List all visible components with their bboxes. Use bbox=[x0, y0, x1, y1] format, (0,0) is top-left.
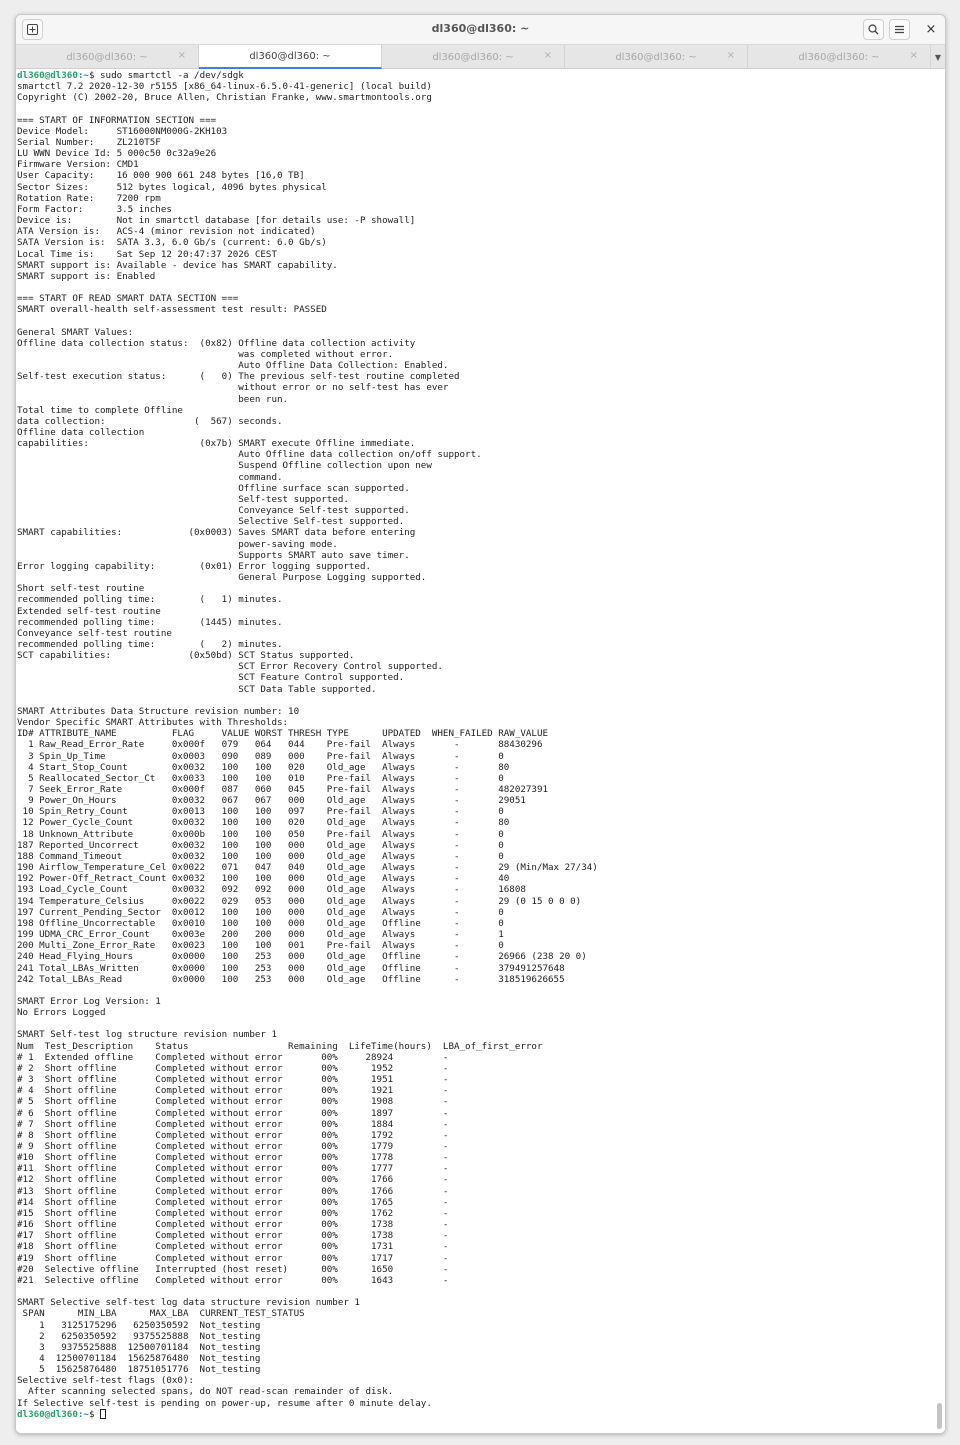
command-output: smartctl 7.2 2020-12-30 r5155 [x86_64-linux-6.5.0-41-generic] (local build) Copyright (C) 2002-20, Bruce Allen, Christian Franke, www.smartmontools.org === START OF INFORMATION SECTION === Device Model: ST16000NM000G-2KH103 Serial Number: ZL210T5F LU WWN Device Id: 5 000c50 0c32a9e26 Firmware Version: CMD1 User Capacity: 16 000 900 661 248 bytes [16,0 TB] Sector Sizes: 512 bytes logical, 4096 bytes physical Rotation Rate: 7200 rpm Form Factor: 3.5 inches Device is: Not in smartctl database [for details use: -P showall] ATA Version is: ACS-4 (minor revision not indicated) SATA Version is: SATA 3.3, 6.0 Gb/s (current: 6.0 Gb/s) Local Time is: Sat Sep 12 20:47:37 2026 CEST SMART support is: Available - device has SMART capability. SMART support is: Enabled === START OF READ SMART DATA SECTION === SMART overall-health self-assessment test result: PASSED General SMART Values: Offline data collection status: (0x82) Offline data collection activity was completed without error. Auto Offline Data Collection: Enabled. Self-test execution status: ( 0) The previous self-test routine completed without error or no self-test has ever been run. Total time to complete Offline data collection: ( 567) seconds. Offline data collection capabilities: (0x7b) SMART execute Offline immediate. Auto Offline data collection on/off support. Suspend Offline collection upon new command. Offline surface scan supported. Self-test supported. Conveyance Self-test supported. Selective Self-test supported. SMART capabilities: (0x0003) Saves SMART data before entering power-saving mode. Supports SMART auto save timer. Error logging capability: (0x01) Error logging supported. General Purpose Logging supported. Short self-test routine recommended polling time: ( 1) minutes. Extended self-test routine recommended polling time: (1445) minutes. Conveyance self-test routine recommended polling time: ( 2) minutes. SCT capabilities: (0x50bd) SCT Status supported. SCT Error Recovery Control supported. SCT Feature Control supported. SCT Data Table supported. SMART Attributes Data Structure revision number: 10 Vendor Specific SMART Attributes with Thresholds: ID# ATTRIBUTE_NAME FLAG VALUE WORST THRESH TYPE UPDATED WHEN_FAILED RAW_VALUE 1 Raw_Read_Error_Rate 0x000f 079 064 044 Pre-fail Always - 88430296 3 Spin_Up_Time 0x0003 090 089 000 Pre-fail Always - 0 4 Start_Stop_Count 0x0032 100 100 020 Old_age Always - 80 5 Reallocated_Sector_Ct 0x0033 100 100 010 Pre-fail Always - 0 7 Seek_Error_Rate 0x000f 087 060 045 Pre-fail Always - 482027391 9 Power_On_Hours 0x0032 067 067 000 Old_age Always - 29051 10 Spin_Retry_Count 0x0013 100 100 097 Pre-fail Always - 0 12 Power_Cycle_Count 0x0032 100 100 020 Old_age Always - 80 18 Unknown_Attribute 0x000b 100 100 050 Pre-fail Always - 0 187 Reported_Uncorrect 0x0032 100 100 000 Old_age Always - 0 188 Command_Timeout 0x0032 100 100 000 Old_age Always - 0 190 Airflow_Temperature_Cel 0x0022 071 047 040 Old_age Always - 29 (Min/Max 27/34) 192 Power-Off_Retract_Count 0x0032 100 100 000 Old_age Always - 40 193 Load_Cycle_Count 0x0032 092 092 000 Old_age Always - 16808 194 Temperature_Celsius 0x0022 029 053 000 Old_age Always - 29 (0 15 0 0 0) 197 Current_Pending_Sector 0x0012 100 100 000 Old_age Always - 0 198 Offline_Uncorrectable 0x0010 100 100 000 Old_age Offline - 0 199 UDMA_CRC_Error_Count 0x003e 200 200 000 Old_age Always - 1 200 Multi_Zone_Error_Rate 0x0023 100 100 001 Pre-fail Always - 0 240 Head_Flying_Hours 0x0000 100 253 000 Old_age Offline - 26966 (238 20 0) 241 Total_LBAs_Written 0x0000 100 253 000 Old_age Offline - 379491257648 242 Total_LBAs_Read 0x0000 100 253 000 Old_age Offline - 318519626655 SMART Error Log Version: 1 No Errors Logged SMART Self-test log structure revision number 1 Num Test_Description Status Remaining LifeTime(hours) LBA_of_first_error # 1 Extended offline Completed without error 00% 28924 - # 2 Short offline Completed without error 00% 1952 - # 3 Short offline Completed without error 00% 1951 - # 4 Short offline Completed without error 00% 1921 - # 5 Short offline Completed without error 00% 1908 - # 6 Short offline Completed without error 00% 1897 - # 7 Short offline Completed without error 00% 1884 - # 8 Short offline Completed without error 00% 1792 - # 9 Short offline Completed without error 00% 1779 - #10 Short offline Completed without error 00% 1778 - #11 Short offline Completed without error 00% 1777 - #12 Short offline Completed without error 00% 1766 - #13 Short offline Completed without error 00% 1766 - #14 Short offline Completed without error 00% 1765 - #15 Short offline Completed without error 00% 1762 - #16 Short offline Completed without error 00% 1738 - #17 Short offline Completed without error 00% 1738 - #18 Short offline Completed without error 00% 1731 - #19 Short offline Completed without error 00% 1717 - #20 Selective offline Interrupted (host reset) 00% 1650 - #21 Selective offline Completed without error 00% 1643 - SMART Selective self-test log data structure revision number 1 SPAN MIN_LBA MAX_LBA CURRENT_TEST_STATUS 1 3125175296 6250350592 Not_testing 2 6250350592 9375525888 Not_testing 3 9375525888 12500701184 Not_testing 4 12500701184 15625876480 Not_testing 5 15625876480 18751051776 Not_testing Selective self-test flags (0x0): After scanning selected spans, do NOT read-scan remainder of disk. If Selective self-test is pending on power-up, resume after 0 minute delay. bbox=[17, 81, 598, 1409]
close-window-button[interactable] bbox=[923, 21, 939, 37]
command-text: sudo smartctl -a /dev/sdgk bbox=[100, 70, 244, 81]
tab-label: dl360@dl360: ~ bbox=[249, 50, 331, 62]
terminal-window bbox=[15, 14, 946, 1434]
title-bar bbox=[16, 15, 945, 44]
tab-label: dl360@dl360: ~ bbox=[798, 51, 880, 63]
tab-close-icon[interactable]: × bbox=[543, 50, 552, 61]
tab-close-icon[interactable]: × bbox=[177, 50, 186, 61]
tab-5[interactable] bbox=[748, 45, 931, 69]
tab-1[interactable] bbox=[16, 45, 199, 69]
window-title: dl360@dl360: ~ bbox=[431, 22, 530, 35]
tab-label: dl360@dl360: ~ bbox=[432, 51, 514, 63]
prompt-path: :~ bbox=[77, 70, 89, 81]
tab-close-icon[interactable]: × bbox=[909, 50, 918, 61]
scrollbar-thumb[interactable] bbox=[937, 1403, 942, 1429]
text-cursor bbox=[100, 1409, 106, 1419]
tab-bar bbox=[16, 44, 945, 69]
search-button[interactable] bbox=[863, 19, 884, 40]
search-icon bbox=[868, 24, 879, 35]
menu-button[interactable] bbox=[889, 19, 910, 40]
chevron-down-icon: ▼ bbox=[934, 52, 942, 62]
prompt-symbol: $ bbox=[88, 70, 101, 81]
tab-close-icon[interactable]: × bbox=[726, 50, 735, 61]
tab-3[interactable] bbox=[382, 45, 565, 69]
prompt-user: dl360@dl360 bbox=[17, 70, 78, 81]
tab-label: dl360@dl360: ~ bbox=[66, 51, 148, 63]
terminal-area[interactable] bbox=[16, 69, 945, 1433]
tab-label: dl360@dl360: ~ bbox=[615, 51, 697, 63]
tab-4[interactable] bbox=[565, 45, 748, 69]
hamburger-menu-icon bbox=[894, 24, 905, 35]
tab-2[interactable] bbox=[199, 45, 382, 69]
close-icon: × bbox=[925, 21, 937, 37]
tab-list-dropdown[interactable] bbox=[931, 45, 945, 69]
prompt-user-2: dl360@dl360 bbox=[17, 1408, 78, 1420]
prompt-path-2: :~ bbox=[77, 1408, 89, 1420]
prompt-symbol-2: $ bbox=[88, 1408, 101, 1420]
terminal-output bbox=[17, 70, 598, 1420]
